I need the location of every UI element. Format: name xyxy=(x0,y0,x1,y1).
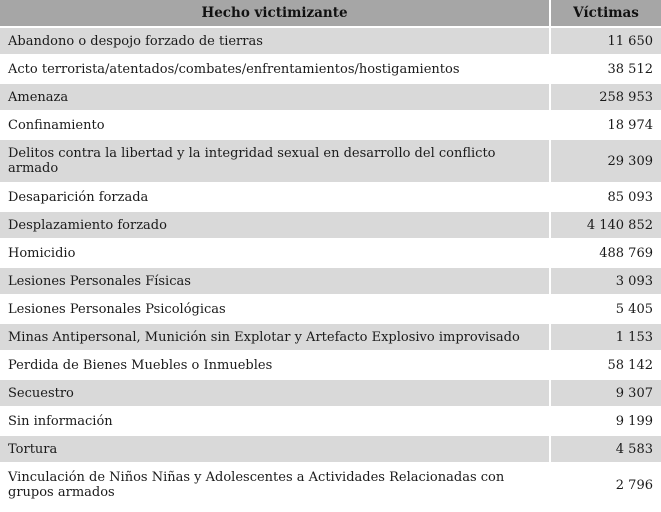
victimas-cell: 5 405 xyxy=(551,296,661,324)
table-row xyxy=(0,296,661,324)
hecho-cell: Desaparición forzada xyxy=(0,184,551,212)
table-row xyxy=(0,268,661,296)
hecho-cell: Confinamiento xyxy=(0,112,551,140)
hecho-cell: Acto terrorista/atentados/combates/enfrentamientos/hostigamientos xyxy=(0,56,551,84)
hecho-cell: Tortura xyxy=(0,436,551,464)
table-row xyxy=(0,324,661,352)
table-row xyxy=(0,436,661,464)
victimas-cell: 258 953 xyxy=(551,84,661,112)
victimas-cell: 4 583 xyxy=(551,436,661,464)
victimas-cell: 58 142 xyxy=(551,352,661,380)
hecho-cell: Minas Antipersonal, Munición sin Explotar y Artefacto Explosivo improvisado xyxy=(0,324,551,352)
header-hecho-victimizante: Hecho victimizante xyxy=(0,0,551,28)
table-row xyxy=(0,240,661,268)
victimas-cell: 488 769 xyxy=(551,240,661,268)
table-row xyxy=(0,56,661,84)
victimas-cell: 3 093 xyxy=(551,268,661,296)
victimas-cell: 38 512 xyxy=(551,56,661,84)
victimas-cell: 18 974 xyxy=(551,112,661,140)
victimas-cell: 9 307 xyxy=(551,380,661,408)
table-row xyxy=(0,184,661,212)
hecho-cell: Secuestro xyxy=(0,380,551,408)
hecho-cell: Desplazamiento forzado xyxy=(0,212,551,240)
table-row xyxy=(0,140,661,184)
table-header-row xyxy=(0,0,661,28)
hecho-cell: Amenaza xyxy=(0,84,551,112)
hecho-cell: Vinculación de Niños Niñas y Adolescentes a Actividades Relacionadas con grupos armados xyxy=(0,464,551,508)
victimas-cell: 85 093 xyxy=(551,184,661,212)
hecho-cell: Homicidio xyxy=(0,240,551,268)
table-row xyxy=(0,212,661,240)
hecho-cell: Abandono o despojo forzado de tierras xyxy=(0,28,551,56)
hecho-cell: Sin información xyxy=(0,408,551,436)
table-row xyxy=(0,464,661,508)
victimas-cell: 1 153 xyxy=(551,324,661,352)
hecho-cell: Delitos contra la libertad y la integridad sexual en desarrollo del conflicto armado xyxy=(0,140,551,184)
victimas-cell: 11 650 xyxy=(551,28,661,56)
header-victimas: Víctimas xyxy=(551,0,661,28)
hecho-cell: Perdida de Bienes Muebles o Inmuebles xyxy=(0,352,551,380)
victimas-cell: 29 309 xyxy=(551,140,661,184)
hecho-cell: Lesiones Personales Psicológicas xyxy=(0,296,551,324)
table-row xyxy=(0,112,661,140)
table-row xyxy=(0,380,661,408)
hecho-cell: Lesiones Personales Físicas xyxy=(0,268,551,296)
victimas-cell: 2 796 xyxy=(551,464,661,508)
table-row xyxy=(0,84,661,112)
victimas-cell: 4 140 852 xyxy=(551,212,661,240)
table-row xyxy=(0,408,661,436)
table-row xyxy=(0,28,661,56)
table-row xyxy=(0,352,661,380)
victimas-cell: 9 199 xyxy=(551,408,661,436)
